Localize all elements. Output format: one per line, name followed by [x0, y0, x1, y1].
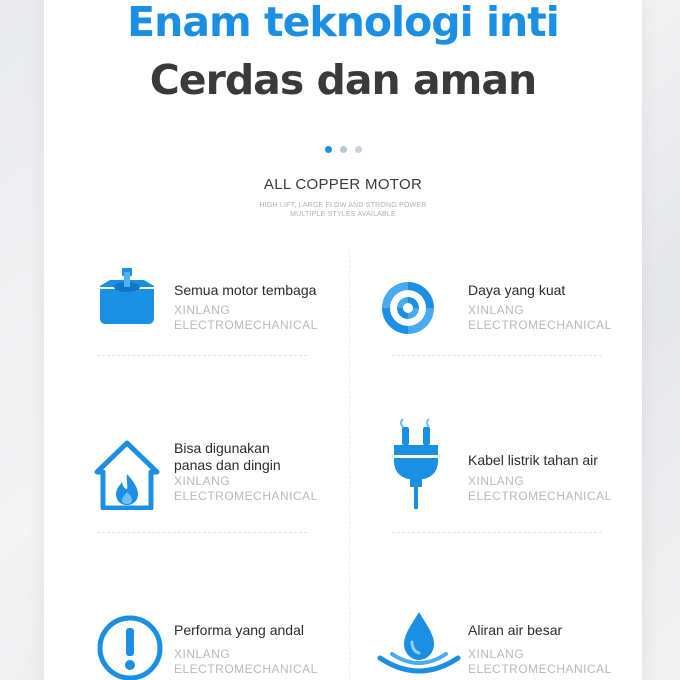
- motor-icon: [96, 266, 158, 333]
- feature-brand: ELECTROMECHANICAL: [174, 489, 318, 503]
- carousel-dot[interactable]: [355, 146, 362, 153]
- row-divider: [97, 532, 307, 533]
- feature-brand: ELECTROMECHANICAL: [174, 662, 318, 676]
- headline-subtitle: Cerdas dan aman: [149, 56, 537, 104]
- carousel-dot[interactable]: [340, 146, 347, 153]
- house-flame-icon: [94, 440, 160, 515]
- feature-brand: XINLANG: [468, 647, 525, 661]
- feature-brand: XINLANG: [468, 474, 525, 488]
- carousel-dots: [44, 146, 642, 153]
- section-subline: MULTIPLE STYLES AVAILABLE: [290, 211, 396, 218]
- plug-icon: [388, 417, 444, 518]
- headline-title: Enam teknologi inti: [127, 0, 559, 46]
- section-title: ALL COPPER MOTOR: [263, 176, 423, 193]
- feature-brand: ELECTROMECHANICAL: [468, 662, 612, 676]
- feature-label: Kabel listrik tahan air: [468, 452, 598, 468]
- feature-label: Performa yang andal: [174, 622, 304, 638]
- feature-brand: ELECTROMECHANICAL: [174, 318, 318, 332]
- feature-label: Bisa digunakan: [174, 440, 270, 456]
- row-divider: [392, 532, 602, 533]
- feature-brand: XINLANG: [174, 474, 231, 488]
- feature-label: Semua motor tembaga: [174, 282, 317, 298]
- water-drop-icon: [370, 608, 468, 680]
- row-divider: [97, 355, 307, 356]
- feature-label: Daya yang kuat: [468, 282, 566, 298]
- content-card: [44, 0, 642, 680]
- row-divider: [392, 355, 602, 356]
- feature-label: Aliran air besar: [468, 622, 563, 638]
- feature-brand: ELECTROMECHANICAL: [468, 318, 612, 332]
- feature-brand: ELECTROMECHANICAL: [468, 489, 612, 503]
- exclamation-icon: [96, 614, 164, 680]
- column-divider: [349, 250, 350, 680]
- feature-label: panas dan dingin: [174, 457, 281, 473]
- carousel-dot-active[interactable]: [325, 146, 332, 153]
- feature-brand: XINLANG: [468, 303, 525, 317]
- swirl-icon: [378, 278, 438, 343]
- section-subline: HIGH LIFT, LARGE FLOW AND STRONG POWER: [259, 202, 427, 209]
- feature-brand: XINLANG: [174, 303, 231, 317]
- feature-brand: XINLANG: [174, 647, 231, 661]
